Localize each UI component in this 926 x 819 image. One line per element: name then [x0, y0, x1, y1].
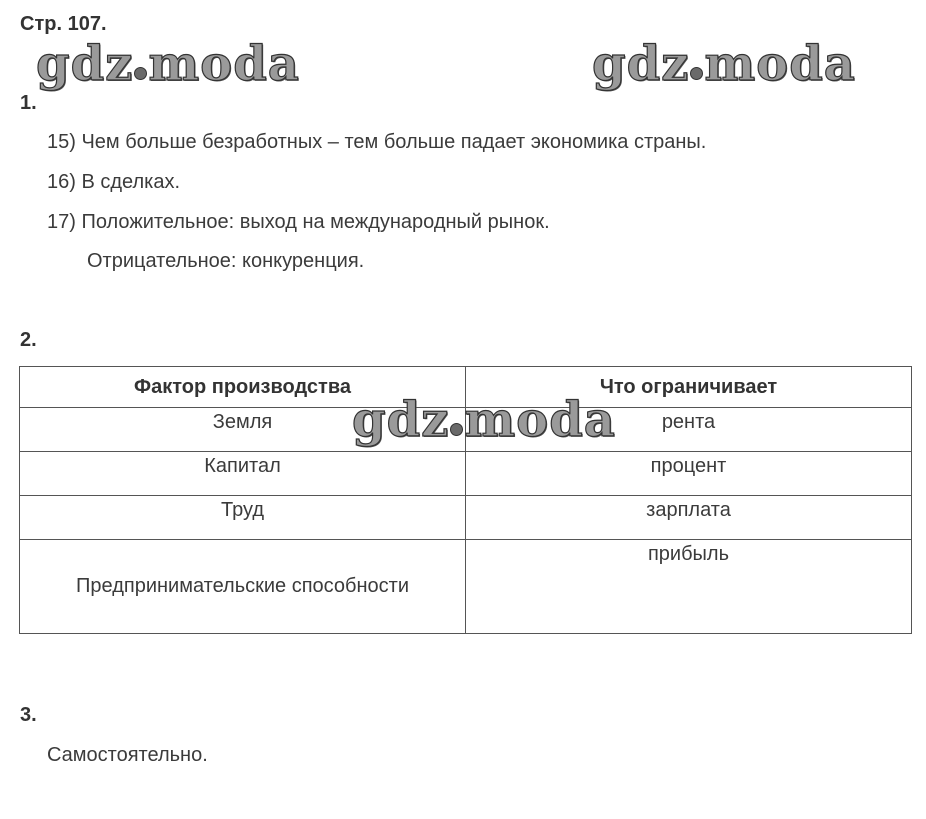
table-row [20, 452, 912, 496]
table-cell: Предпринимательские способности [20, 540, 466, 634]
section-1-number: 1. [20, 92, 37, 114]
table-cell: Труд [20, 496, 466, 540]
answer-line: Самостоятельно. [47, 744, 208, 766]
table-border-gap [557, 618, 838, 624]
watermark-right-text: moda [464, 392, 616, 448]
table-header-cell: Что ограничивает [466, 367, 912, 408]
watermark-logo [592, 36, 856, 92]
table-row [20, 496, 912, 540]
answer-line: Отрицательное: конкуренция. [87, 250, 365, 272]
table-cell: рента [466, 408, 912, 452]
answer-line: 15) Чем больше безработных – тем больше падает экономика страны. [47, 131, 707, 153]
table-cell: процент [466, 452, 912, 496]
watermark-left-text: gdz [36, 36, 134, 92]
answer-line: 17) Положительное: выход на международный рынок. [47, 211, 550, 233]
table-cell: зарплата [466, 496, 912, 540]
watermark-dot [134, 67, 147, 80]
section-2-number: 2. [20, 329, 37, 351]
watermark-dot [690, 67, 703, 80]
table-cell: прибыль [466, 540, 912, 634]
table-cell: Капитал [20, 452, 466, 496]
watermark-logo [352, 392, 616, 448]
answer-line: 16) В сделках. [47, 171, 181, 193]
watermark-dot [450, 423, 463, 436]
watermark-left-text: gdz [592, 36, 690, 92]
watermark-right-text: moda [704, 36, 856, 92]
watermark-logo [36, 36, 300, 92]
table-header-cell: Фактор производства [20, 367, 466, 408]
table-cell: Земля [20, 408, 466, 452]
watermark-right-text: moda [148, 36, 300, 92]
section-3-number: 3. [20, 704, 37, 726]
page-label: Стр. 107. [20, 13, 107, 35]
watermark-left-text: gdz [352, 392, 450, 448]
